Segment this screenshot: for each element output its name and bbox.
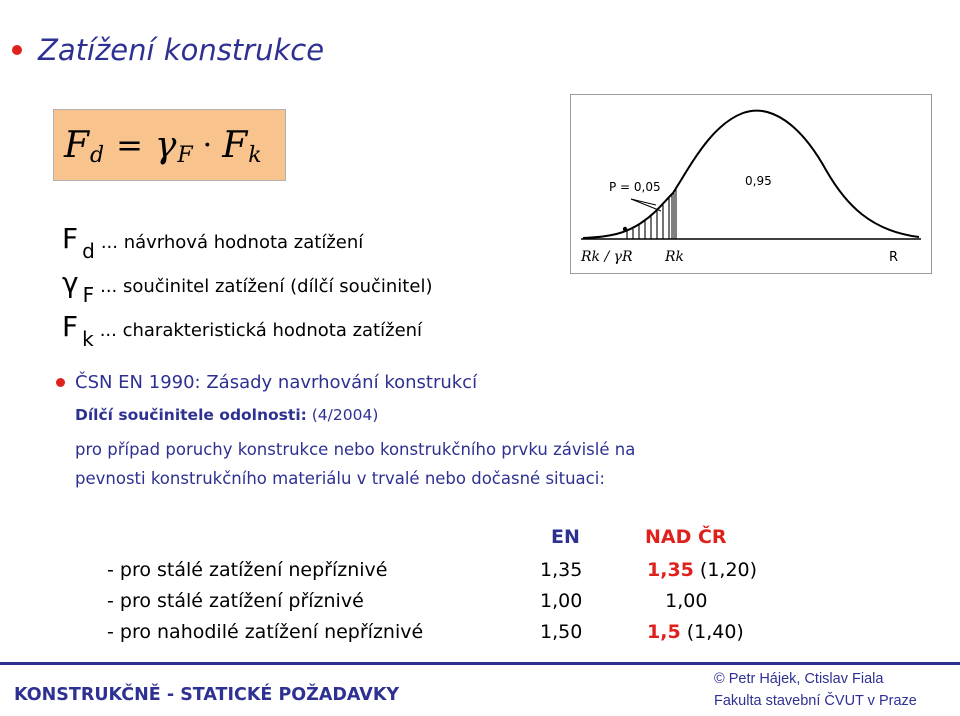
row-label: - pro stálé zatížení nepříznivé [107,559,388,581]
row-nad-value [647,559,757,581]
p-label: P = 0,05 [609,180,661,194]
standard-subtitle [75,406,378,424]
row-en-value: 1,35 [540,559,583,581]
symbol: F [62,222,79,255]
standard-sub-date: (4/2004) [306,406,379,424]
table-row [0,559,960,587]
row-nad-rest: (1,20) [693,559,758,581]
row-nad-rest: (1,40) [680,621,744,643]
row-nad-red: 1,5 [647,621,681,643]
row-label: - pro stálé zatížení příznivé [107,590,364,612]
header-en: EN [551,526,580,548]
row-label: - pro nahodilé zatížení nepříznivé [107,621,424,643]
symbol-sub: F [82,283,95,307]
footer-authors: © Petr Hájek, Ctislav Fiala [714,671,884,687]
probability-label: 0,95 [745,174,772,188]
footer-divider [0,662,960,665]
row-en-value: 1,00 [540,590,583,612]
table-header [0,526,960,554]
table-row [0,621,960,649]
symbol: F [62,310,79,343]
row-en-value: 1,50 [540,621,583,643]
formula-gamma: γ [154,124,177,166]
probability-graph [570,94,932,274]
row-nad-rest: 1,00 [647,590,708,612]
footer-credits [714,668,917,712]
symbol-definition: ... návrhová hodnota zatížení [100,232,364,253]
row-nad-value [647,621,744,643]
formula-dot: · [202,127,213,163]
formula-equals: = [116,126,143,164]
formula-lhs: F [64,124,89,166]
title-row [12,28,324,72]
standard-title: ČSN EN 1990: Zásady navrhování konstrukcí [75,372,478,393]
symbol-sub: k [82,327,94,351]
formula-rhs-sub: k [248,142,262,168]
x-label-r: R [889,250,899,265]
table-row [0,590,960,618]
bullet-icon [12,45,22,55]
paragraph-line-1: pro případ poruchy konstrukce nebo konstrukčního prvku závislé na [75,440,636,459]
symbol-row-fk [62,310,422,350]
distribution-chart [571,95,931,273]
symbol-row-gammaf [62,266,432,306]
p-pointer [631,199,661,211]
standard-sub-bold: Dílčí součinitele odolnosti: [75,406,307,424]
bullet-icon [56,378,65,387]
page-title: Zatížení konstrukce [38,33,325,67]
footer-faculty: Fakulta stavební ČVUT v Praze [714,693,917,709]
footer-section-title: KONSTRUKČNĚ - STATICKÉ POŽADAVKY [14,685,400,705]
formula-gamma-sub: F [177,142,193,168]
symbol-definition: ... součinitel zatížení (dílčí součinitel) [100,276,433,297]
formula-box [53,109,286,181]
x-label-rk: Rk [665,249,685,265]
row-nad-red: 1,35 [647,559,694,581]
paragraph-line-2: pevnosti konstrukčního materiálu v trvalé nebo dočasné situaci: [75,469,605,488]
formula-rhs: F [222,124,248,166]
tail-marker [623,227,627,231]
symbol-sub: d [82,239,95,263]
symbol: γ [62,266,79,299]
row-nad-value [647,590,707,612]
symbol-row-fd [62,222,363,262]
header-nad: NAD ČR [645,526,727,548]
symbol-definition: ... charakteristická hodnota zatížení [99,320,423,341]
standard-heading-row [56,372,477,393]
x-label-rk-gamma: Rk / γR [581,249,633,265]
formula-lhs-sub: d [89,142,105,168]
